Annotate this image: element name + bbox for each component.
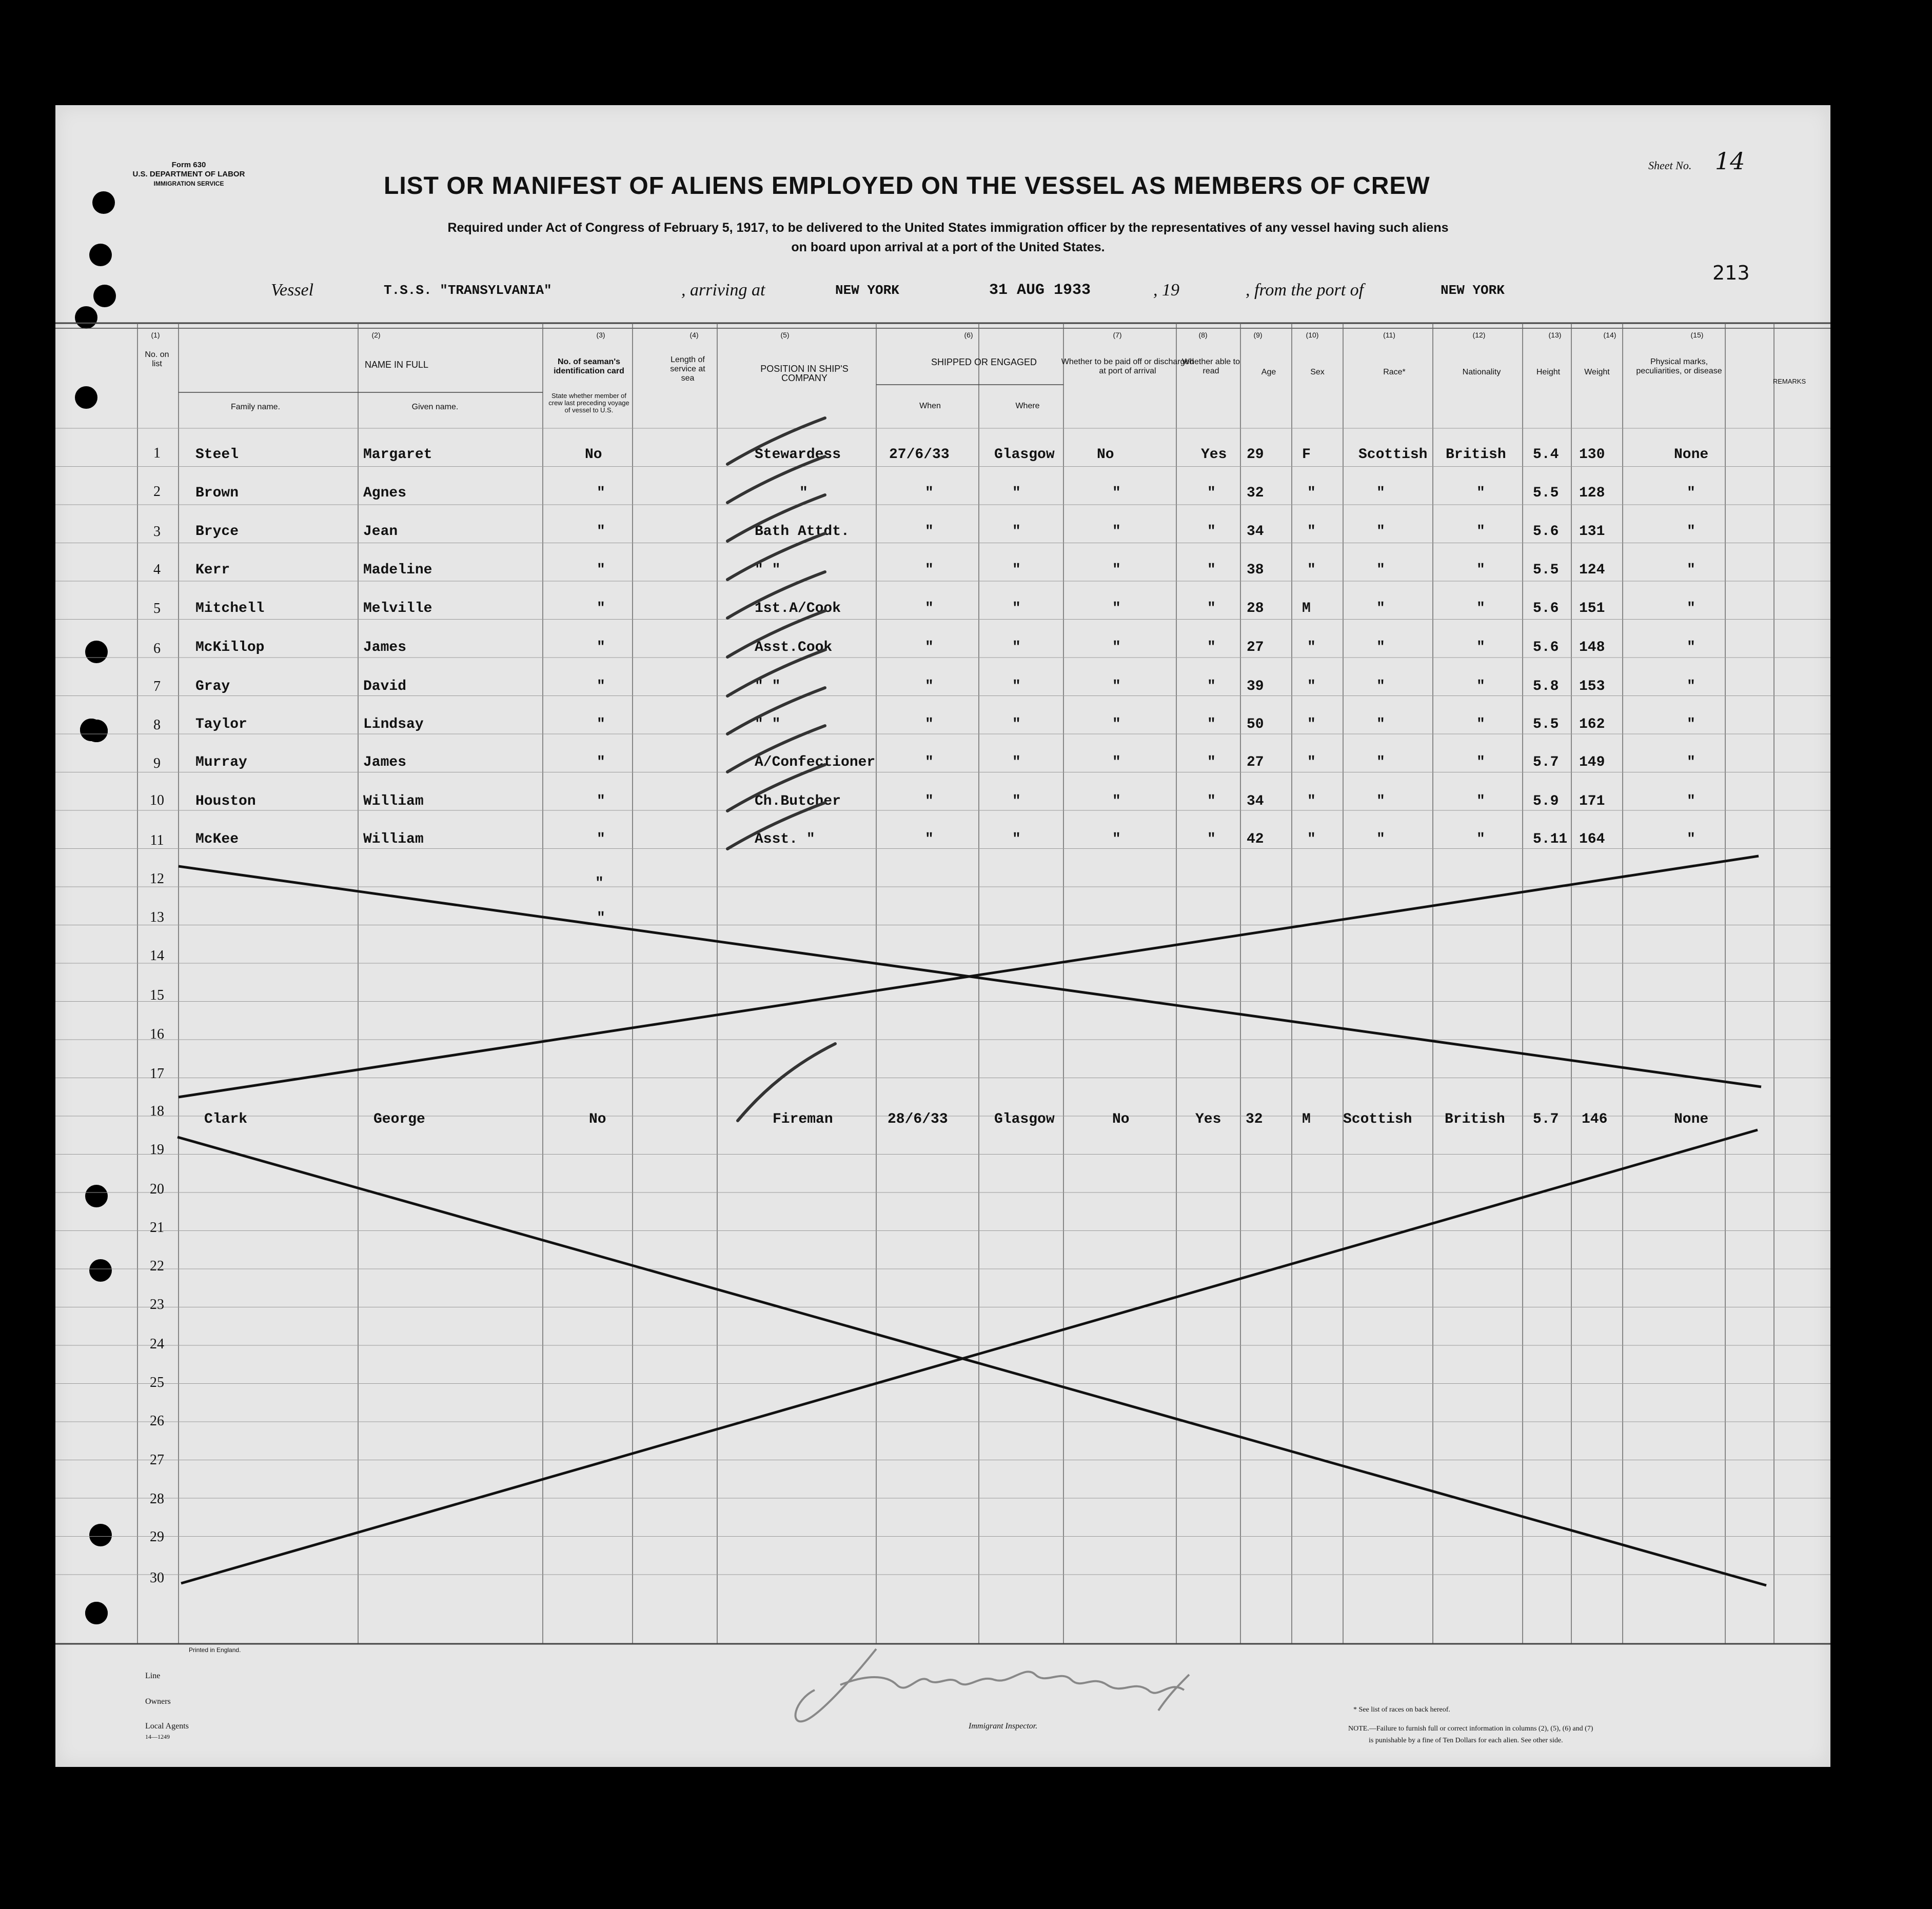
cell-card: " xyxy=(597,831,605,847)
cell-race: Scottish xyxy=(1358,447,1428,463)
cell-position: A/Confectioner xyxy=(755,754,876,770)
cell-sex: " xyxy=(1307,640,1316,655)
penalty-note-1: NOTE.—Failure to furnish full or correct information in columns (2), (5), (6) and (7) xyxy=(1348,1725,1593,1733)
cell-card: " xyxy=(597,601,605,617)
header-seaman-id-note: State whether member of crew last preceding voyage of vessel to U.S. xyxy=(548,392,629,414)
cell-given: Margaret xyxy=(363,447,432,463)
row-number: 15 xyxy=(150,987,164,1003)
column-number: (12) xyxy=(1472,331,1486,339)
cell-height: 5.7 xyxy=(1533,754,1559,770)
row-number: 13 xyxy=(150,909,164,925)
cell-paid: " xyxy=(1112,793,1121,809)
cell-when: " xyxy=(925,793,934,809)
row-number: 23 xyxy=(150,1297,164,1313)
check-mark xyxy=(727,611,825,657)
row-number: 1 xyxy=(153,445,161,461)
header-length-service: Length of service at sea xyxy=(670,355,705,383)
cell-given: William xyxy=(363,831,424,847)
cell-age: 50 xyxy=(1247,717,1264,732)
cell-card: No xyxy=(589,1111,606,1127)
subtitle-line-2: on board upon arrival at a port of the United States. xyxy=(791,240,1105,254)
cell-family: Gray xyxy=(195,679,230,694)
check-mark xyxy=(727,456,825,503)
cell-age: 34 xyxy=(1247,524,1264,540)
cell-paid: " xyxy=(1112,831,1121,847)
header-given-name: Given name. xyxy=(411,403,459,411)
cell-when: " xyxy=(925,754,934,770)
header-when: When xyxy=(919,402,941,410)
header-height: Height xyxy=(1536,368,1561,376)
department-name: U.S. DEPARTMENT OF LABOR xyxy=(132,170,245,178)
check-mark xyxy=(727,533,825,580)
cell-given: Jean xyxy=(363,524,398,540)
row-number: 7 xyxy=(153,679,161,694)
cell-family: Houston xyxy=(195,793,256,809)
cell-marks: " xyxy=(1687,601,1696,617)
cell-sex: " xyxy=(1307,524,1316,540)
arrival-date-stamp: 31 AUG 1933 xyxy=(989,282,1091,299)
cell-race: " xyxy=(1376,640,1385,655)
cell-race: " xyxy=(1376,562,1385,578)
cell-given: Agnes xyxy=(363,485,407,501)
cell-paid: No xyxy=(1112,1111,1130,1127)
cell-sex: " xyxy=(1307,717,1316,732)
cell-age: 28 xyxy=(1247,601,1264,617)
row-number: 17 xyxy=(150,1066,164,1082)
cell-family: McKillop xyxy=(195,640,265,655)
header-name-in-full: NAME IN FULL xyxy=(364,360,429,370)
cell-height: 5.11 xyxy=(1533,831,1568,847)
cell-where: Glasgow xyxy=(994,447,1055,463)
cell-when: " xyxy=(925,562,934,578)
cell-given: Lindsay xyxy=(363,717,424,732)
cell-when: " xyxy=(925,601,934,617)
cell-where: " xyxy=(1012,601,1021,617)
check-mark xyxy=(727,650,825,696)
cell-race: " xyxy=(1376,524,1385,540)
cell-weight: 149 xyxy=(1579,754,1605,770)
cell-card: " xyxy=(597,640,605,655)
cell-height: 5.6 xyxy=(1533,601,1559,617)
cell-age: 39 xyxy=(1247,679,1264,694)
cell-where: " xyxy=(1012,485,1021,501)
cell-card: " xyxy=(597,754,605,770)
cell-height: 5.6 xyxy=(1533,524,1559,540)
header-sex: Sex xyxy=(1310,368,1325,376)
immigrant-inspector-label: Immigrant Inspector. xyxy=(969,1722,1038,1731)
cell-read: " xyxy=(1207,793,1216,809)
cell-paid: " xyxy=(1112,485,1121,501)
form-number: Form 630 xyxy=(171,161,206,169)
cell-height: 5.5 xyxy=(1533,485,1559,501)
cell-where: " xyxy=(1012,793,1021,809)
cell-read: Yes xyxy=(1195,1111,1221,1127)
cell-weight: 171 xyxy=(1579,793,1605,809)
header-physical: Physical marks, peculiarities, or disease xyxy=(1636,357,1722,375)
column-number: (9) xyxy=(1253,331,1263,339)
cell-when: " xyxy=(925,679,934,694)
cell-card: " xyxy=(597,793,605,809)
cell-read: " xyxy=(1207,601,1216,617)
cell-position: Asst.Cook xyxy=(755,640,833,655)
cell-where: " xyxy=(1012,524,1021,540)
cell-race: Scottish xyxy=(1343,1111,1412,1127)
column-number: (4) xyxy=(689,331,699,339)
cell-where: " xyxy=(1012,754,1021,770)
cell-height: 5.5 xyxy=(1533,717,1559,732)
cell-weight: 131 xyxy=(1579,524,1605,540)
row-number: 2 xyxy=(153,484,161,500)
arriving-label: , arriving at xyxy=(681,281,765,300)
cell-nat: " xyxy=(1476,485,1485,501)
cell-when: " xyxy=(925,485,934,501)
column-number: (7) xyxy=(1113,331,1122,339)
ditto-mark: " xyxy=(595,876,604,891)
cell-paid: " xyxy=(1112,562,1121,578)
check-mark xyxy=(738,1044,835,1121)
cell-given: David xyxy=(363,679,407,694)
arriving-port: NEW YORK xyxy=(835,283,899,298)
check-mark xyxy=(727,803,825,849)
cell-nat: " xyxy=(1476,524,1485,540)
cell-nat: " xyxy=(1476,754,1485,770)
cell-family: Kerr xyxy=(195,562,230,578)
cell-height: 5.9 xyxy=(1533,793,1559,809)
row-number: 18 xyxy=(150,1103,164,1119)
cell-height: 5.8 xyxy=(1533,679,1559,694)
inspector-signature xyxy=(796,1649,1189,1721)
cell-given: Madeline xyxy=(363,562,432,578)
row-number: 21 xyxy=(150,1220,164,1236)
cell-nat: " xyxy=(1476,640,1485,655)
cell-weight: 128 xyxy=(1579,485,1605,501)
header-seaman-id: No. of seaman's identification card xyxy=(554,357,624,375)
cell-card: " xyxy=(597,524,605,540)
cell-marks: " xyxy=(1687,485,1696,501)
cell-when: 28/6/33 xyxy=(888,1111,948,1127)
penalty-note-2: is punishable by a fine of Ten Dollars for each alien. See other side. xyxy=(1369,1737,1563,1744)
cell-race: " xyxy=(1376,793,1385,809)
cell-family: Clark xyxy=(204,1111,248,1127)
cell-read: " xyxy=(1207,485,1216,501)
cell-paid: " xyxy=(1112,717,1121,732)
footer-owners-label: Owners xyxy=(145,1697,171,1706)
vessel-name: T.S.S. "TRANSYLVANIA" xyxy=(384,283,552,298)
cell-height: 5.5 xyxy=(1533,562,1559,578)
column-number: (6) xyxy=(964,331,973,339)
page-title: LIST OR MANIFEST OF ALIENS EMPLOYED ON THE VESSEL AS MEMBERS OF CREW xyxy=(384,172,1430,200)
header-age: Age xyxy=(1261,368,1276,376)
cell-marks: " xyxy=(1687,717,1696,732)
cell-given: James xyxy=(363,754,407,770)
cell-when: " xyxy=(925,831,934,847)
cell-marks: None xyxy=(1674,1111,1709,1127)
column-number: (13) xyxy=(1548,331,1562,339)
row-number: 9 xyxy=(153,755,161,771)
cell-position: Fireman xyxy=(773,1111,833,1127)
cell-sex: M xyxy=(1302,601,1311,617)
cell-height: 5.6 xyxy=(1533,640,1559,655)
row-number: 6 xyxy=(153,641,161,657)
column-number: (5) xyxy=(780,331,790,339)
header-shipped: SHIPPED OR ENGAGED xyxy=(931,357,1037,367)
cell-weight: 151 xyxy=(1579,601,1605,617)
cell-when: " xyxy=(925,524,934,540)
cell-family: Mitchell xyxy=(195,601,265,617)
cell-when: " xyxy=(925,717,934,732)
cell-family: Murray xyxy=(195,754,247,770)
cell-race: " xyxy=(1376,679,1385,694)
cell-race: " xyxy=(1376,601,1385,617)
check-marks xyxy=(727,418,835,1121)
cell-position: Stewardess xyxy=(755,447,841,463)
check-mark xyxy=(727,726,825,772)
header-weight: Weight xyxy=(1584,368,1610,376)
stamp-number: 213 xyxy=(1712,262,1750,284)
cell-race: " xyxy=(1376,754,1385,770)
cell-card: " xyxy=(597,717,605,732)
cell-read: " xyxy=(1207,640,1216,655)
row-number: 16 xyxy=(150,1026,164,1042)
column-number: (2) xyxy=(371,331,381,339)
cell-read: " xyxy=(1207,717,1216,732)
cell-family: Brown xyxy=(195,485,239,501)
cell-age: 38 xyxy=(1247,562,1264,578)
cell-position: " " xyxy=(755,679,781,694)
cell-sex: M xyxy=(1302,1111,1311,1127)
cell-paid: " xyxy=(1112,601,1121,617)
sheet-value: 14 xyxy=(1714,147,1745,175)
cell-weight: 148 xyxy=(1579,640,1605,655)
cell-age: 42 xyxy=(1247,831,1264,847)
cell-marks: " xyxy=(1687,754,1696,770)
cell-marks: " xyxy=(1687,679,1696,694)
row-number: 20 xyxy=(150,1181,164,1197)
row-number: 26 xyxy=(150,1413,164,1429)
cell-marks: None xyxy=(1674,447,1709,463)
header-paid-off: Whether to be paid off or discharged at port of arrival xyxy=(1061,357,1194,375)
cell-paid: " xyxy=(1112,679,1121,694)
row-number: 30 xyxy=(150,1570,164,1586)
row-number: 4 xyxy=(153,562,161,578)
cell-marks: " xyxy=(1687,524,1696,540)
check-mark xyxy=(727,418,825,464)
cross-out-line xyxy=(179,856,1759,1097)
cell-weight: 124 xyxy=(1579,562,1605,578)
service-name: IMMIGRATION SERVICE xyxy=(153,180,224,187)
cell-position: Bath Attdt. xyxy=(755,524,850,540)
cell-nat: British xyxy=(1446,447,1506,463)
cell-paid: " xyxy=(1112,524,1121,540)
printed-in-england: Printed in England. xyxy=(189,1646,241,1654)
cell-height: 5.4 xyxy=(1533,447,1559,463)
cell-nat: " xyxy=(1476,793,1485,809)
header-family-name: Family name. xyxy=(230,403,281,411)
cell-age: 27 xyxy=(1247,754,1264,770)
row-number: 29 xyxy=(150,1529,164,1545)
cross-out-marks xyxy=(55,105,1830,1767)
cell-when: " xyxy=(925,640,934,655)
column-number: (15) xyxy=(1690,331,1704,339)
cell-race: " xyxy=(1376,831,1385,847)
cell-sex: " xyxy=(1307,831,1316,847)
row-number: 5 xyxy=(153,601,161,617)
cell-nat: " xyxy=(1476,717,1485,732)
cell-where: " xyxy=(1012,717,1021,732)
cell-weight: 130 xyxy=(1579,447,1605,463)
footer-agents-code: 14—1249 xyxy=(145,1733,170,1740)
row-number: 12 xyxy=(150,871,164,887)
row-number: 28 xyxy=(150,1491,164,1507)
manifest-sheet xyxy=(55,105,1830,1767)
cell-family: Taylor xyxy=(195,717,247,732)
cell-sex: " xyxy=(1307,485,1316,501)
cell-nat: " xyxy=(1476,831,1485,847)
cell-family: Steel xyxy=(195,447,239,463)
cell-paid: " xyxy=(1112,754,1121,770)
check-mark xyxy=(727,495,825,541)
row-number: 25 xyxy=(150,1375,164,1390)
footer-line-label: Line xyxy=(145,1672,161,1680)
check-mark xyxy=(727,765,825,811)
cell-position: Asst. " xyxy=(755,831,815,847)
cell-read: " xyxy=(1207,754,1216,770)
cell-family: McKee xyxy=(195,831,239,847)
row-number: 10 xyxy=(150,792,164,808)
cell-age: 32 xyxy=(1246,1111,1263,1127)
cell-read: " xyxy=(1207,524,1216,540)
cell-marks: " xyxy=(1687,793,1696,809)
cell-marks: " xyxy=(1687,831,1696,847)
row-number: 22 xyxy=(150,1258,164,1274)
header-remarks: REMARKS xyxy=(1772,377,1806,385)
row-number: 24 xyxy=(150,1336,164,1352)
cell-given: James xyxy=(363,640,407,655)
cell-card: " xyxy=(597,679,605,694)
cell-where: " xyxy=(1012,831,1021,847)
cell-sex: " xyxy=(1307,793,1316,809)
cell-weight: 164 xyxy=(1579,831,1605,847)
header-where: Where xyxy=(1015,402,1040,410)
from-port: NEW YORK xyxy=(1441,283,1505,298)
column-number: (10) xyxy=(1306,331,1319,339)
column-number: (1) xyxy=(151,331,160,339)
cell-marks: " xyxy=(1687,640,1696,655)
cell-where: Glasgow xyxy=(994,1111,1055,1127)
cell-given: George xyxy=(373,1111,425,1127)
column-number: (8) xyxy=(1198,331,1208,339)
cell-race: " xyxy=(1376,485,1385,501)
cell-position: " " xyxy=(755,717,781,732)
cell-weight: 153 xyxy=(1579,679,1605,694)
from-port-label: , from the port of xyxy=(1246,281,1364,300)
cell-paid: " xyxy=(1112,640,1121,655)
row-number: 14 xyxy=(150,948,164,964)
row-number: 8 xyxy=(153,717,161,733)
cell-marks: " xyxy=(1687,562,1696,578)
ditto-mark: " xyxy=(597,910,605,926)
cell-position: Ch.Butcher xyxy=(755,793,841,809)
cell-nat: " xyxy=(1476,679,1485,694)
header-position: POSITION IN SHIP'S COMPANY xyxy=(760,364,849,383)
cell-age: 32 xyxy=(1247,485,1264,501)
cell-position: " xyxy=(799,485,808,501)
cell-nat: " xyxy=(1476,601,1485,617)
cell-card: No xyxy=(585,447,602,463)
cell-card: " xyxy=(597,485,605,501)
cell-height: 5.7 xyxy=(1533,1111,1559,1127)
check-mark xyxy=(727,688,825,734)
cell-nat: " xyxy=(1476,562,1485,578)
cell-read: " xyxy=(1207,562,1216,578)
cell-race: " xyxy=(1376,717,1385,732)
header-no-on-list: No. on list xyxy=(145,350,169,368)
cell-read: " xyxy=(1207,679,1216,694)
vessel-label: Vessel xyxy=(271,281,314,300)
cell-age: 34 xyxy=(1247,793,1264,809)
header-nationality: Nationality xyxy=(1462,368,1501,376)
footer-agents-label: Local Agents xyxy=(145,1722,189,1731)
cell-sex: " xyxy=(1307,754,1316,770)
cell-age: 27 xyxy=(1247,640,1264,655)
row-number: 3 xyxy=(153,524,161,540)
cell-position: " " xyxy=(755,562,781,578)
cell-given: William xyxy=(363,793,424,809)
row-number: 27 xyxy=(150,1452,164,1468)
cell-where: " xyxy=(1012,562,1021,578)
cell-card: " xyxy=(597,562,605,578)
cell-read: Yes xyxy=(1201,447,1227,463)
cell-sex: F xyxy=(1302,447,1311,463)
cell-weight: 162 xyxy=(1579,717,1605,732)
cell-position: 1st.A/Cook xyxy=(755,601,841,617)
cell-family: Bryce xyxy=(195,524,239,540)
sheet-label: Sheet No. xyxy=(1648,159,1692,172)
year-label: , 19 xyxy=(1153,281,1179,300)
header-race: Race* xyxy=(1383,368,1406,376)
row-number: 11 xyxy=(150,832,164,848)
cell-nat: British xyxy=(1445,1111,1505,1127)
cell-where: " xyxy=(1012,640,1021,655)
column-number: (11) xyxy=(1383,331,1395,339)
cell-sex: " xyxy=(1307,562,1316,578)
row-number: 19 xyxy=(150,1142,164,1158)
cell-paid: No xyxy=(1097,447,1114,463)
cell-sex: " xyxy=(1307,679,1316,694)
column-number: (14) xyxy=(1603,331,1616,339)
cell-weight: 146 xyxy=(1582,1111,1608,1127)
check-mark xyxy=(727,572,825,618)
cell-when: 27/6/33 xyxy=(889,447,950,463)
cell-given: Melville xyxy=(363,601,432,617)
cell-where: " xyxy=(1012,679,1021,694)
cross-out-line xyxy=(178,1137,1766,1585)
races-note: * See list of races on back hereof. xyxy=(1353,1706,1450,1714)
cell-age: 29 xyxy=(1247,447,1264,463)
subtitle-line-1: Required under Act of Congress of February 5, 1917, to be delivered to the United States immigration officer by the representatives of any vessel having such aliens xyxy=(447,221,1449,235)
cell-read: " xyxy=(1207,831,1216,847)
header-able-read: Whether able to read xyxy=(1182,357,1240,375)
column-number: (3) xyxy=(596,331,605,339)
